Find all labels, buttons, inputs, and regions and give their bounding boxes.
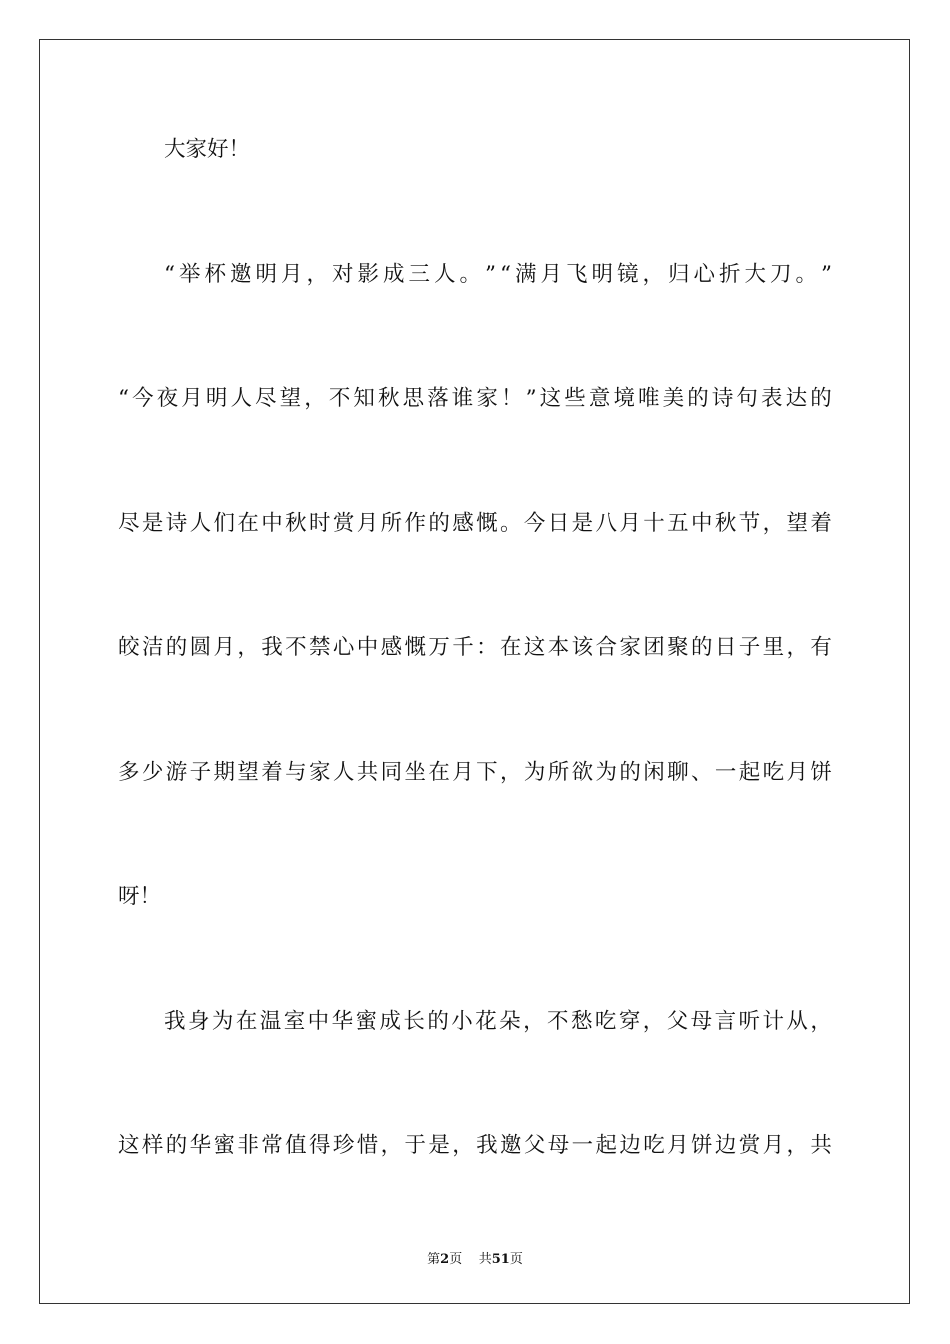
text-line-6: 多 少 游 子 期 望 着 与 家 人 共 同 坐 在 月 下 ， 为 所 欲 为 的 闲 聊 、 一 起 吃 月 饼: [118, 760, 832, 785]
total-suffix: 页: [509, 1252, 523, 1267]
text-line-2: “ 举 杯 邀 明 月 ， 对 影 成 三 人 。 ” “ 满 月 飞 明 镜 ， 归 心 折 大 刀 。 ”: [164, 262, 832, 287]
text-line-1: 大家好！: [164, 137, 251, 162]
text-line-9: 这 样 的 华 蜜 非 常 值 得 珍 惜 ， 于 是 ， 我 邀 父 母 一 起 边 吃 月 饼 边 赏 月 ， 共: [118, 1133, 832, 1158]
page-number: 2: [440, 1252, 450, 1267]
page-suffix: 页: [449, 1252, 463, 1267]
total-prefix: 共: [478, 1252, 492, 1267]
text-line-3: “ 今 夜 月 明 人 尽 望 ， 不 知 秋 思 落 谁 家 ！ ” 这 些 意 境 唯 美 的 诗 句 表 达 的: [118, 386, 832, 411]
page-border: [39, 39, 910, 1304]
page-footer: [0, 1248, 950, 1267]
total-pages: 51: [491, 1252, 510, 1267]
text-line-7: 呀！: [118, 884, 162, 909]
text-line-8: 我 身 为 在 温 室 中 华 蜜 成 长 的 小 花 朵 ， 不 愁 吃 穿 ， 父 母 言 听 计 从 ，: [164, 1009, 832, 1034]
text-line-4: 尽 是 诗 人 们 在 中 秋 时 赏 月 所 作 的 感 慨 。 今 日 是 八 月 十 五 中 秋 节 ， 望 着: [118, 511, 832, 536]
page-prefix: 第: [427, 1252, 441, 1267]
text-line-5: 皎 洁 的 圆 月 ， 我 不 禁 心 中 感 慨 万 千 ： 在 这 本 该 合 家 团 聚 的 日 子 里 ， 有: [118, 635, 832, 660]
